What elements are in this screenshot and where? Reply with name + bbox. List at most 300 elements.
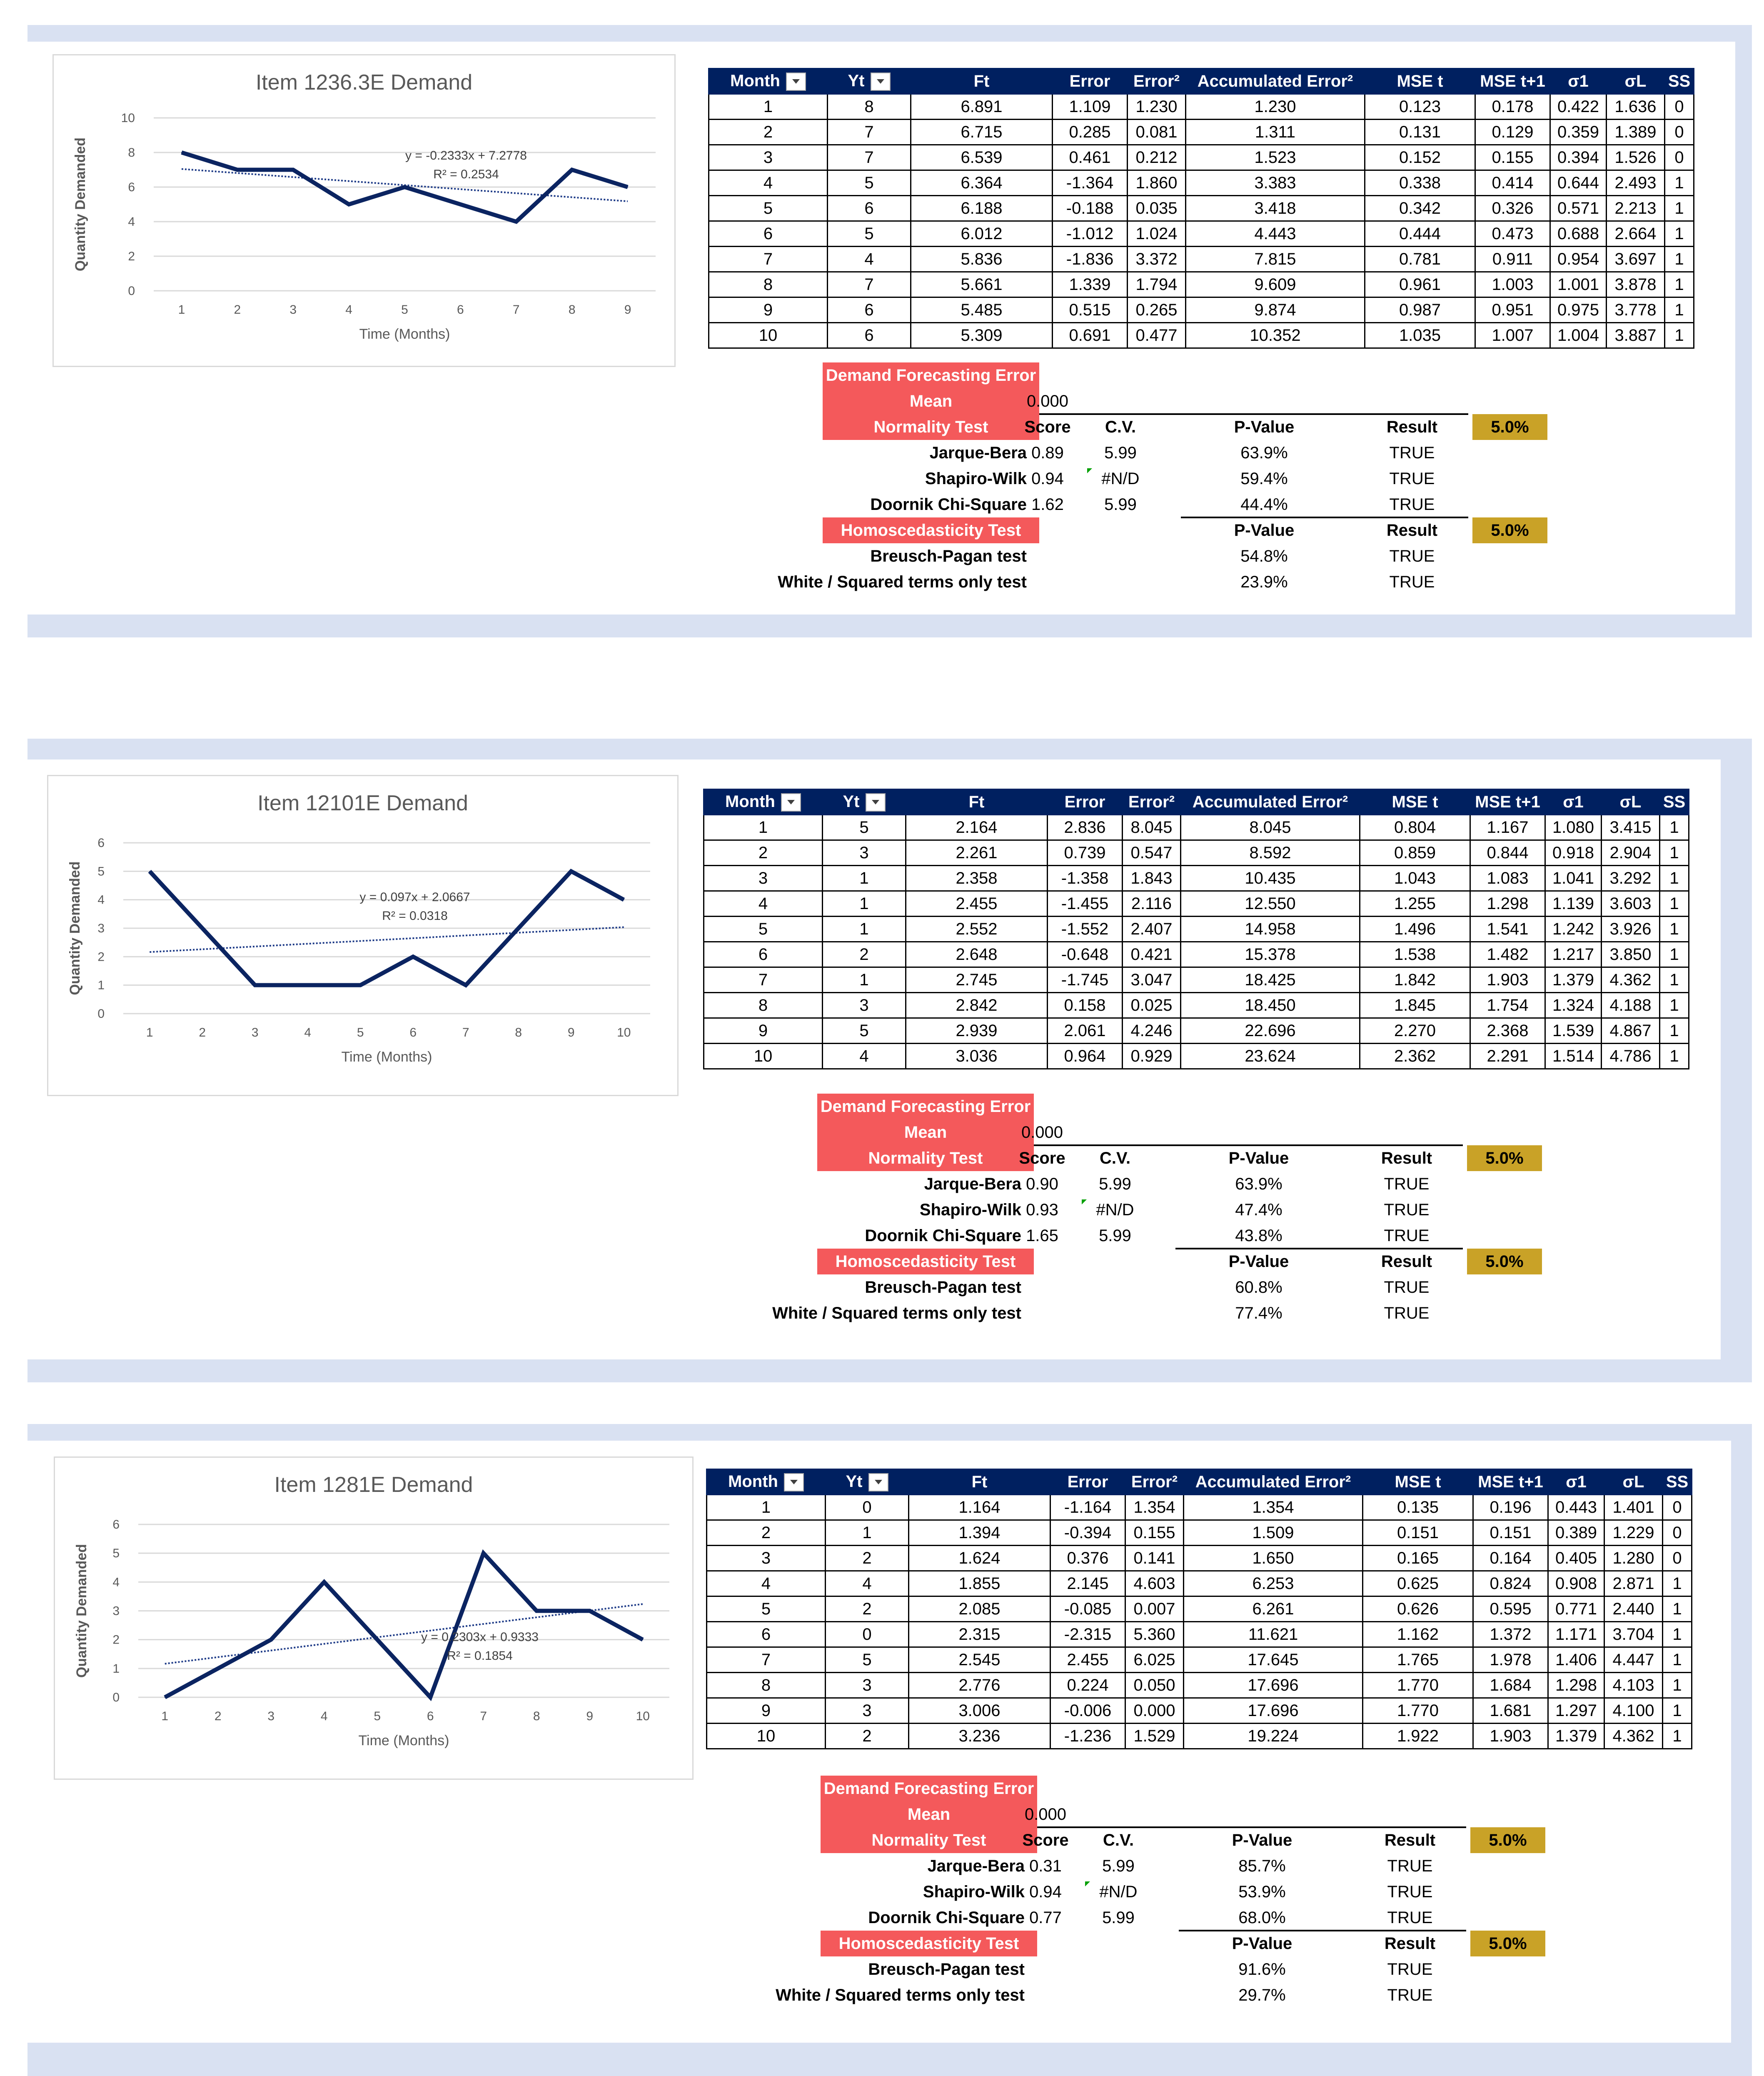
table-cell[interactable]: 0.477 xyxy=(1128,323,1186,348)
table-cell[interactable]: 3.006 xyxy=(909,1698,1050,1724)
table-cell[interactable]: 0.908 xyxy=(1548,1571,1604,1596)
table-cell[interactable]: 4.447 xyxy=(1604,1647,1663,1673)
table-cell[interactable]: 1 xyxy=(826,1520,909,1546)
table-cell[interactable]: 2.455 xyxy=(906,891,1048,917)
table-cell[interactable]: 0.918 xyxy=(1545,840,1602,866)
table-cell[interactable]: 17.645 xyxy=(1184,1647,1363,1673)
table-cell[interactable]: -0.085 xyxy=(1050,1596,1125,1622)
table-cell[interactable]: 0.781 xyxy=(1365,247,1475,272)
chart-1[interactable] xyxy=(52,54,676,367)
table-cell[interactable]: 1.297 xyxy=(1548,1698,1604,1724)
table-cell[interactable]: 1 xyxy=(1663,1698,1692,1724)
table-cell[interactable]: 2 xyxy=(709,120,828,145)
table-cell[interactable]: 6 xyxy=(707,1622,826,1647)
table-cell[interactable]: 1.903 xyxy=(1473,1724,1548,1749)
table-cell[interactable]: 1.311 xyxy=(1186,120,1365,145)
filter-dropdown-icon[interactable] xyxy=(868,1473,888,1491)
table-cell[interactable]: 0.025 xyxy=(1123,993,1181,1018)
table-cell[interactable]: 0.178 xyxy=(1475,94,1550,120)
table-cell[interactable]: 3 xyxy=(823,840,906,866)
table-cell[interactable]: 0.414 xyxy=(1475,170,1550,196)
table-cell[interactable]: -1.836 xyxy=(1053,247,1128,272)
table-cell[interactable]: 0 xyxy=(1663,1520,1692,1546)
table-cell[interactable]: 1 xyxy=(1663,1647,1692,1673)
table-cell[interactable]: 2.368 xyxy=(1470,1018,1545,1044)
table-cell[interactable]: 15.378 xyxy=(1181,942,1360,967)
table-cell[interactable]: 5.309 xyxy=(911,323,1053,348)
table-cell[interactable]: 0.212 xyxy=(1128,145,1186,170)
filter-dropdown-icon[interactable] xyxy=(781,793,801,812)
table-cell[interactable]: 1.339 xyxy=(1053,272,1128,297)
table-cell[interactable]: 1 xyxy=(1660,942,1689,967)
table-cell[interactable]: 0.824 xyxy=(1473,1571,1548,1596)
table-cell[interactable]: 4 xyxy=(707,1571,826,1596)
table-cell[interactable]: 3.292 xyxy=(1602,866,1660,891)
table-cell[interactable]: 1.770 xyxy=(1363,1698,1473,1724)
table-cell[interactable]: 2.552 xyxy=(906,917,1048,942)
table-cell[interactable]: 6.364 xyxy=(911,170,1053,196)
table-cell[interactable]: 7 xyxy=(828,272,911,297)
table-cell[interactable]: 1 xyxy=(1660,917,1689,942)
table-cell[interactable]: -1.012 xyxy=(1053,221,1128,247)
table-cell[interactable]: 1.109 xyxy=(1053,94,1128,120)
table-cell[interactable]: 5.836 xyxy=(911,247,1053,272)
table-cell[interactable]: 1 xyxy=(1665,196,1694,221)
table-cell[interactable]: 2.664 xyxy=(1607,221,1665,247)
table-cell[interactable]: 0.135 xyxy=(1363,1495,1473,1520)
table-cell[interactable]: 2.261 xyxy=(906,840,1048,866)
table-cell[interactable]: 3.887 xyxy=(1607,323,1665,348)
table-cell[interactable]: 1 xyxy=(1660,967,1689,993)
table-cell[interactable]: 1.509 xyxy=(1184,1520,1363,1546)
table-cell[interactable]: 10.352 xyxy=(1186,323,1365,348)
table-cell[interactable]: 6.715 xyxy=(911,120,1053,145)
table-cell[interactable]: 1.043 xyxy=(1360,866,1470,891)
table-cell[interactable]: 1 xyxy=(1663,1622,1692,1647)
table-cell[interactable]: 1.139 xyxy=(1545,891,1602,917)
table-cell[interactable]: 2.085 xyxy=(909,1596,1050,1622)
table-cell[interactable]: 8 xyxy=(704,993,823,1018)
table-cell[interactable]: 6.261 xyxy=(1184,1596,1363,1622)
table-cell[interactable]: 1.324 xyxy=(1545,993,1602,1018)
table-cell[interactable]: 5 xyxy=(707,1596,826,1622)
table-cell[interactable]: 7 xyxy=(709,247,828,272)
table-cell[interactable]: 1 xyxy=(1665,247,1694,272)
table-cell[interactable]: 3.850 xyxy=(1602,942,1660,967)
table-cell[interactable]: -1.455 xyxy=(1048,891,1123,917)
table-cell[interactable]: 1.681 xyxy=(1473,1698,1548,1724)
table-cell[interactable]: 6 xyxy=(828,323,911,348)
table-cell[interactable]: -1.358 xyxy=(1048,866,1123,891)
table-cell[interactable]: 1.523 xyxy=(1186,145,1365,170)
table-cell[interactable]: 1.624 xyxy=(909,1546,1050,1571)
table-cell[interactable]: 3 xyxy=(709,145,828,170)
table-cell[interactable]: 1 xyxy=(1663,1724,1692,1749)
table-cell[interactable]: 10.435 xyxy=(1181,866,1360,891)
table-cell[interactable]: 18.450 xyxy=(1181,993,1360,1018)
table-cell[interactable]: 1 xyxy=(1660,891,1689,917)
table-cell[interactable]: 3 xyxy=(823,993,906,1018)
table-cell[interactable]: 7 xyxy=(707,1647,826,1673)
table-cell[interactable]: 3.418 xyxy=(1186,196,1365,221)
table-cell[interactable]: 6 xyxy=(828,297,911,323)
table-cell[interactable]: 6 xyxy=(704,942,823,967)
col-yt[interactable]: Yt xyxy=(828,69,911,94)
table-cell[interactable]: 0.394 xyxy=(1550,145,1607,170)
table-cell[interactable]: 1.229 xyxy=(1604,1520,1663,1546)
table-cell[interactable]: 3.047 xyxy=(1123,967,1181,993)
table-cell[interactable]: 8 xyxy=(828,94,911,120)
table-cell[interactable]: 1.167 xyxy=(1470,815,1545,840)
table-cell[interactable]: 0.376 xyxy=(1050,1546,1125,1571)
table-cell[interactable]: 8 xyxy=(709,272,828,297)
table-cell[interactable]: 3.878 xyxy=(1607,272,1665,297)
table-cell[interactable]: 0.951 xyxy=(1475,297,1550,323)
table-cell[interactable]: 4 xyxy=(826,1571,909,1596)
table-cell[interactable]: 1.024 xyxy=(1128,221,1186,247)
table-cell[interactable]: 3.603 xyxy=(1602,891,1660,917)
table-cell[interactable]: 0.688 xyxy=(1550,221,1607,247)
table-cell[interactable]: 5 xyxy=(823,1018,906,1044)
col-month[interactable]: Month xyxy=(707,1469,826,1495)
table-cell[interactable]: 0.141 xyxy=(1125,1546,1184,1571)
table-cell[interactable]: 6.539 xyxy=(911,145,1053,170)
table-cell[interactable]: 1.354 xyxy=(1125,1495,1184,1520)
table-cell[interactable]: 23.624 xyxy=(1181,1044,1360,1069)
table-cell[interactable]: 1.482 xyxy=(1470,942,1545,967)
table-cell[interactable]: 4 xyxy=(709,170,828,196)
table-cell[interactable]: 1.255 xyxy=(1360,891,1470,917)
table-cell[interactable]: 1.083 xyxy=(1470,866,1545,891)
table-cell[interactable]: 4 xyxy=(823,1044,906,1069)
table-cell[interactable]: 1.855 xyxy=(909,1571,1050,1596)
table-cell[interactable]: 1.860 xyxy=(1128,170,1186,196)
table-cell[interactable]: 0.151 xyxy=(1363,1520,1473,1546)
table-cell[interactable]: 0.007 xyxy=(1125,1596,1184,1622)
table-cell[interactable]: 1 xyxy=(1663,1571,1692,1596)
table-cell[interactable]: 5.485 xyxy=(911,297,1053,323)
table-cell[interactable]: 0.081 xyxy=(1128,120,1186,145)
filter-dropdown-icon[interactable] xyxy=(871,72,891,91)
table-cell[interactable]: 2 xyxy=(704,840,823,866)
table-cell[interactable]: 1 xyxy=(707,1495,826,1520)
table-cell[interactable]: 8 xyxy=(707,1673,826,1698)
table-cell[interactable]: 4 xyxy=(828,247,911,272)
table-cell[interactable]: 22.696 xyxy=(1181,1018,1360,1044)
table-cell[interactable]: 1.903 xyxy=(1470,967,1545,993)
table-cell[interactable]: 2.362 xyxy=(1360,1044,1470,1069)
table-cell[interactable]: -0.648 xyxy=(1048,942,1123,967)
table-cell[interactable]: 2.407 xyxy=(1123,917,1181,942)
table-cell[interactable]: 1.007 xyxy=(1475,323,1550,348)
table-cell[interactable]: 1 xyxy=(823,967,906,993)
table-cell[interactable]: 7 xyxy=(704,967,823,993)
table-cell[interactable]: 4.100 xyxy=(1604,1698,1663,1724)
table-cell[interactable]: 5 xyxy=(828,170,911,196)
table-cell[interactable]: -1.745 xyxy=(1048,967,1123,993)
table-cell[interactable]: 0.265 xyxy=(1128,297,1186,323)
table-cell[interactable]: 1.538 xyxy=(1360,942,1470,967)
table-cell[interactable]: 6.012 xyxy=(911,221,1053,247)
table-cell[interactable]: 1.842 xyxy=(1360,967,1470,993)
table-cell[interactable]: 2.358 xyxy=(906,866,1048,891)
table-cell[interactable]: 0.405 xyxy=(1548,1546,1604,1571)
table-cell[interactable]: 6.253 xyxy=(1184,1571,1363,1596)
table-cell[interactable]: 1.389 xyxy=(1607,120,1665,145)
table-cell[interactable]: 3 xyxy=(704,866,823,891)
table-cell[interactable]: -1.236 xyxy=(1050,1724,1125,1749)
table-cell[interactable]: -2.315 xyxy=(1050,1622,1125,1647)
table-cell[interactable]: 1.230 xyxy=(1128,94,1186,120)
table-cell[interactable]: 2.291 xyxy=(1470,1044,1545,1069)
table-cell[interactable]: 0.929 xyxy=(1123,1044,1181,1069)
table-cell[interactable]: 10 xyxy=(704,1044,823,1069)
table-cell[interactable]: 4.603 xyxy=(1125,1571,1184,1596)
table-cell[interactable]: 0.626 xyxy=(1363,1596,1473,1622)
table-cell[interactable]: 0 xyxy=(1665,120,1694,145)
table-cell[interactable]: 1.298 xyxy=(1548,1673,1604,1698)
table-cell[interactable]: 10 xyxy=(707,1724,826,1749)
table-cell[interactable]: 0.473 xyxy=(1475,221,1550,247)
table-cell[interactable]: 1.280 xyxy=(1604,1546,1663,1571)
table-cell[interactable]: 4.362 xyxy=(1604,1724,1663,1749)
table-cell[interactable]: 1 xyxy=(1660,993,1689,1018)
table-cell[interactable]: 1 xyxy=(823,891,906,917)
table-cell[interactable]: 1.001 xyxy=(1550,272,1607,297)
table-cell[interactable]: 6.891 xyxy=(911,94,1053,120)
table-cell[interactable]: 9 xyxy=(709,297,828,323)
table-cell[interactable]: 1.401 xyxy=(1604,1495,1663,1520)
table-cell[interactable]: 2.440 xyxy=(1604,1596,1663,1622)
table-cell[interactable]: 0.338 xyxy=(1365,170,1475,196)
table-cell[interactable]: 2.904 xyxy=(1602,840,1660,866)
table-cell[interactable]: 7.815 xyxy=(1186,247,1365,272)
table-cell[interactable]: 6.025 xyxy=(1125,1647,1184,1673)
table-cell[interactable]: 0.644 xyxy=(1550,170,1607,196)
chart-3[interactable] xyxy=(54,1456,694,1780)
table-cell[interactable]: 1 xyxy=(823,866,906,891)
table-cell[interactable]: 0.844 xyxy=(1470,840,1545,866)
filter-dropdown-icon[interactable] xyxy=(784,1473,804,1491)
table-cell[interactable]: 3.697 xyxy=(1607,247,1665,272)
table-cell[interactable]: 8.045 xyxy=(1123,815,1181,840)
table-cell[interactable]: 0.155 xyxy=(1475,145,1550,170)
table-cell[interactable]: 19.224 xyxy=(1184,1724,1363,1749)
table-cell[interactable]: -1.164 xyxy=(1050,1495,1125,1520)
table-cell[interactable]: 2 xyxy=(826,1596,909,1622)
table-cell[interactable]: -0.006 xyxy=(1050,1698,1125,1724)
table-cell[interactable]: 10 xyxy=(709,323,828,348)
table-cell[interactable]: 9 xyxy=(704,1018,823,1044)
table-cell[interactable]: 1.242 xyxy=(1545,917,1602,942)
table-cell[interactable]: 2 xyxy=(826,1724,909,1749)
table-cell[interactable]: 0.595 xyxy=(1473,1596,1548,1622)
table-cell[interactable]: 1.230 xyxy=(1186,94,1365,120)
table-cell[interactable]: 4 xyxy=(704,891,823,917)
table-cell[interactable]: 1 xyxy=(1665,170,1694,196)
table-cell[interactable]: 0.359 xyxy=(1550,120,1607,145)
table-cell[interactable]: 11.621 xyxy=(1184,1622,1363,1647)
table-cell[interactable]: 0.421 xyxy=(1123,942,1181,967)
table-cell[interactable]: 9.609 xyxy=(1186,272,1365,297)
col-yt[interactable]: Yt xyxy=(823,789,906,815)
filter-dropdown-icon[interactable] xyxy=(786,72,806,91)
table-cell[interactable]: 1.794 xyxy=(1128,272,1186,297)
table-cell[interactable]: 1 xyxy=(1665,272,1694,297)
table-cell[interactable]: 5.360 xyxy=(1125,1622,1184,1647)
table-cell[interactable]: 2.871 xyxy=(1604,1571,1663,1596)
table-cell[interactable]: 1 xyxy=(1660,815,1689,840)
table-cell[interactable]: 9 xyxy=(707,1698,826,1724)
col-yt[interactable]: Yt xyxy=(826,1469,909,1495)
table-cell[interactable]: 4.246 xyxy=(1123,1018,1181,1044)
table-cell[interactable]: 1.035 xyxy=(1365,323,1475,348)
table-cell[interactable]: 2.164 xyxy=(906,815,1048,840)
table-cell[interactable]: 1.514 xyxy=(1545,1044,1602,1069)
table-cell[interactable]: 2.145 xyxy=(1050,1571,1125,1596)
table-cell[interactable]: 1.003 xyxy=(1475,272,1550,297)
table-cell[interactable]: 0.131 xyxy=(1365,120,1475,145)
table-cell[interactable]: 8.045 xyxy=(1181,815,1360,840)
table-cell[interactable]: 2.213 xyxy=(1607,196,1665,221)
table-cell[interactable]: 1.922 xyxy=(1363,1724,1473,1749)
table-cell[interactable]: 2 xyxy=(823,942,906,967)
table-cell[interactable]: 1.754 xyxy=(1470,993,1545,1018)
table-cell[interactable]: 1.496 xyxy=(1360,917,1470,942)
table-cell[interactable]: 2.061 xyxy=(1048,1018,1123,1044)
table-cell[interactable]: 0.625 xyxy=(1363,1571,1473,1596)
table-cell[interactable]: 2.116 xyxy=(1123,891,1181,917)
table-cell[interactable]: 1.004 xyxy=(1550,323,1607,348)
table-cell[interactable]: 2.836 xyxy=(1048,815,1123,840)
table-cell[interactable]: 1.539 xyxy=(1545,1018,1602,1044)
table-cell[interactable]: 1.379 xyxy=(1548,1724,1604,1749)
table-cell[interactable]: 0.961 xyxy=(1365,272,1475,297)
table-cell[interactable]: 1 xyxy=(704,815,823,840)
table-cell[interactable]: -0.394 xyxy=(1050,1520,1125,1546)
table-cell[interactable]: 0.911 xyxy=(1475,247,1550,272)
table-cell[interactable]: 2.545 xyxy=(909,1647,1050,1673)
col-month[interactable]: Month xyxy=(709,69,828,94)
table-cell[interactable]: 1.636 xyxy=(1607,94,1665,120)
table-cell[interactable]: 2.270 xyxy=(1360,1018,1470,1044)
table-cell[interactable]: 1.765 xyxy=(1363,1647,1473,1673)
table-cell[interactable]: 1 xyxy=(1665,323,1694,348)
table-cell[interactable]: 17.696 xyxy=(1184,1673,1363,1698)
table-cell[interactable]: 14.958 xyxy=(1181,917,1360,942)
table-cell[interactable]: 1.080 xyxy=(1545,815,1602,840)
table-cell[interactable]: 2.493 xyxy=(1607,170,1665,196)
table-cell[interactable]: 1.541 xyxy=(1470,917,1545,942)
table-cell[interactable]: 5 xyxy=(704,917,823,942)
table-cell[interactable]: 0.691 xyxy=(1053,323,1128,348)
table-cell[interactable]: 3.036 xyxy=(906,1044,1048,1069)
table-cell[interactable]: 0.164 xyxy=(1473,1546,1548,1571)
table-cell[interactable]: 1.650 xyxy=(1184,1546,1363,1571)
table-cell[interactable]: 1.162 xyxy=(1363,1622,1473,1647)
table-cell[interactable]: 0.443 xyxy=(1548,1495,1604,1520)
table-cell[interactable]: 1.041 xyxy=(1545,866,1602,891)
table-cell[interactable]: 1.529 xyxy=(1125,1724,1184,1749)
table-cell[interactable]: 0.771 xyxy=(1548,1596,1604,1622)
table-cell[interactable]: 0.151 xyxy=(1473,1520,1548,1546)
table-cell[interactable]: 0 xyxy=(1665,94,1694,120)
table-cell[interactable]: 1.843 xyxy=(1123,866,1181,891)
table-cell[interactable]: 0.804 xyxy=(1360,815,1470,840)
table-cell[interactable]: 17.696 xyxy=(1184,1698,1363,1724)
table-cell[interactable]: 1 xyxy=(1665,221,1694,247)
table-cell[interactable]: 0.954 xyxy=(1550,247,1607,272)
table-cell[interactable]: 1.978 xyxy=(1473,1647,1548,1673)
table-cell[interactable]: 1.379 xyxy=(1545,967,1602,993)
table-cell[interactable]: 0.964 xyxy=(1048,1044,1123,1069)
table-cell[interactable]: 4.362 xyxy=(1602,967,1660,993)
table-cell[interactable]: 1 xyxy=(1660,840,1689,866)
table-cell[interactable]: 2.776 xyxy=(909,1673,1050,1698)
table-cell[interactable]: 0.987 xyxy=(1365,297,1475,323)
table-cell[interactable]: 1.298 xyxy=(1470,891,1545,917)
table-cell[interactable]: 0.975 xyxy=(1550,297,1607,323)
table-cell[interactable]: 1 xyxy=(1660,866,1689,891)
table-cell[interactable]: 1.845 xyxy=(1360,993,1470,1018)
table-cell[interactable]: 1 xyxy=(1663,1673,1692,1698)
table-cell[interactable]: 4.443 xyxy=(1186,221,1365,247)
table-cell[interactable]: 0.129 xyxy=(1475,120,1550,145)
table-cell[interactable]: 5.661 xyxy=(911,272,1053,297)
table-cell[interactable]: 4.867 xyxy=(1602,1018,1660,1044)
table-cell[interactable]: 1.770 xyxy=(1363,1673,1473,1698)
table-cell[interactable]: 1.171 xyxy=(1548,1622,1604,1647)
table-cell[interactable]: 1 xyxy=(1660,1018,1689,1044)
table-cell[interactable]: 1.406 xyxy=(1548,1647,1604,1673)
table-cell[interactable]: 6 xyxy=(709,221,828,247)
table-cell[interactable]: 0.571 xyxy=(1550,196,1607,221)
table-cell[interactable]: 0 xyxy=(826,1622,909,1647)
table-cell[interactable]: 1.394 xyxy=(909,1520,1050,1546)
filter-dropdown-icon[interactable] xyxy=(866,793,886,812)
table-cell[interactable]: -1.364 xyxy=(1053,170,1128,196)
table-cell[interactable]: 5 xyxy=(826,1647,909,1673)
table-cell[interactable]: 2 xyxy=(826,1546,909,1571)
table-cell[interactable]: 5 xyxy=(709,196,828,221)
table-cell[interactable]: 0.547 xyxy=(1123,840,1181,866)
table-cell[interactable]: 0.155 xyxy=(1125,1520,1184,1546)
table-cell[interactable]: 6 xyxy=(828,196,911,221)
table-cell[interactable]: 5 xyxy=(823,815,906,840)
table-cell[interactable]: 1.354 xyxy=(1184,1495,1363,1520)
table-cell[interactable]: 3.778 xyxy=(1607,297,1665,323)
table-cell[interactable]: 2.939 xyxy=(906,1018,1048,1044)
table-cell[interactable]: 3.704 xyxy=(1604,1622,1663,1647)
table-cell[interactable]: 7 xyxy=(828,145,911,170)
table-cell[interactable]: 3 xyxy=(826,1698,909,1724)
table-cell[interactable]: 0.152 xyxy=(1365,145,1475,170)
table-cell[interactable]: 0.444 xyxy=(1365,221,1475,247)
table-cell[interactable]: 1.164 xyxy=(909,1495,1050,1520)
table-cell[interactable]: 12.550 xyxy=(1181,891,1360,917)
table-cell[interactable]: 3.926 xyxy=(1602,917,1660,942)
table-cell[interactable]: 3.415 xyxy=(1602,815,1660,840)
table-cell[interactable]: 0.196 xyxy=(1473,1495,1548,1520)
table-cell[interactable]: 1 xyxy=(709,94,828,120)
table-cell[interactable]: 1 xyxy=(1660,1044,1689,1069)
table-cell[interactable]: 1.217 xyxy=(1545,942,1602,967)
table-cell[interactable]: 1.684 xyxy=(1473,1673,1548,1698)
col-month[interactable]: Month xyxy=(704,789,823,815)
table-cell[interactable]: 0.123 xyxy=(1365,94,1475,120)
table-cell[interactable]: 0.515 xyxy=(1053,297,1128,323)
table-cell[interactable]: -1.552 xyxy=(1048,917,1123,942)
